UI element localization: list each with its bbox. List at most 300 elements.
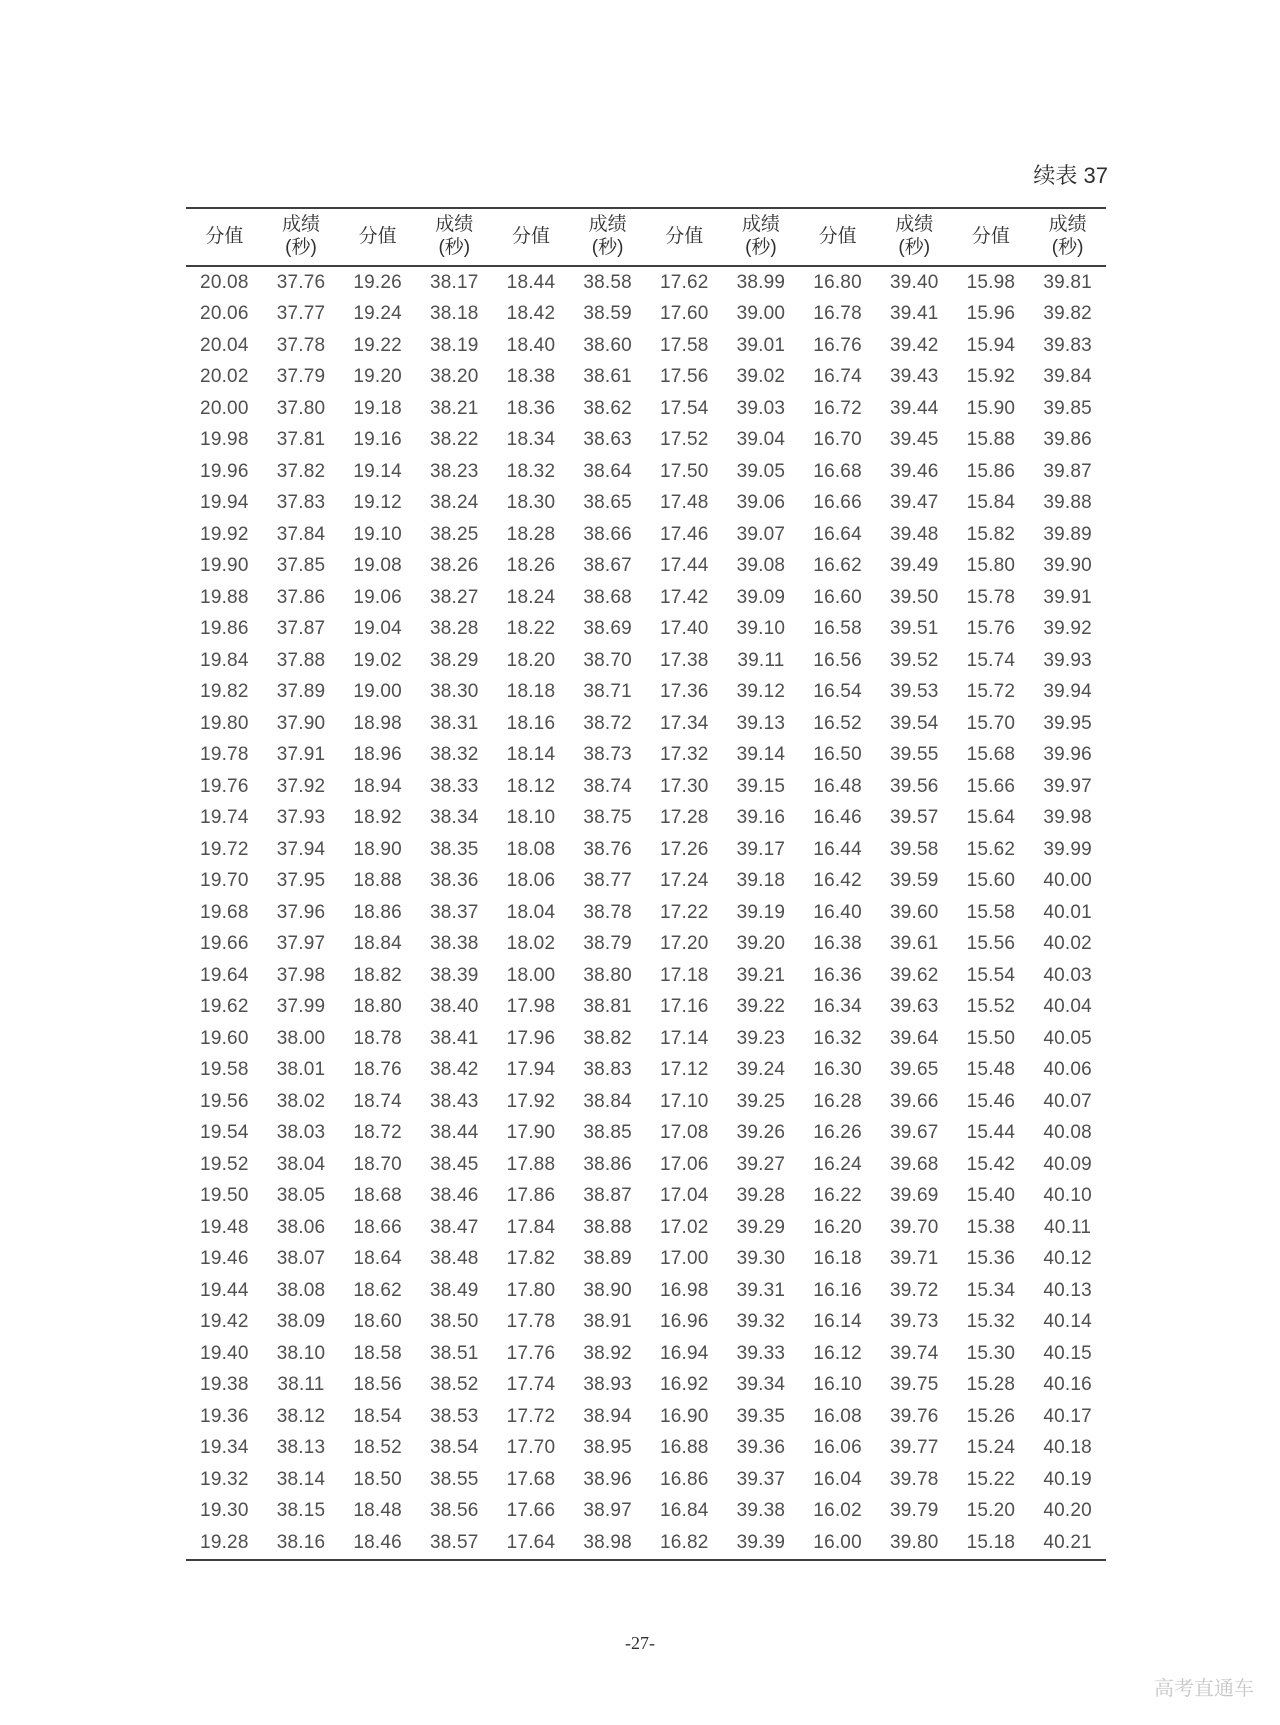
table-cell: 19.12 — [353, 492, 402, 514]
table-cell: 15.58 — [966, 901, 1016, 923]
table-cell: 39.45 — [889, 429, 939, 451]
table-cell: 38.91 — [583, 1311, 632, 1333]
table-cell: 15.50 — [966, 1027, 1016, 1049]
header-label-line1: 分值 — [818, 225, 857, 247]
table-cell: 39.84 — [1043, 366, 1092, 388]
table-cell: 37.91 — [276, 744, 326, 766]
table-cell: 38.36 — [430, 870, 479, 892]
table-cell: 39.07 — [736, 523, 786, 545]
table-cell: 18.60 — [353, 1311, 402, 1333]
table-cell: 17.44 — [659, 555, 709, 577]
table-cell: 17.84 — [506, 1216, 556, 1238]
table-cell: 39.50 — [889, 586, 939, 608]
table-cell: 39.61 — [889, 933, 939, 955]
table-cell: 18.98 — [353, 712, 402, 734]
table-cell: 39.22 — [736, 996, 786, 1018]
table-cell: 15.92 — [966, 366, 1016, 388]
table-cell: 16.94 — [659, 1342, 709, 1364]
table-cell: 16.82 — [659, 1531, 709, 1553]
header-cell-seconds — [876, 208, 953, 266]
table-cell: 38.26 — [430, 555, 479, 577]
table-cell: 18.86 — [353, 901, 402, 923]
table-cell: 17.00 — [659, 1248, 709, 1270]
table-cell: 16.40 — [813, 901, 862, 923]
table-cell: 38.54 — [430, 1437, 479, 1459]
table-cell: 19.14 — [353, 460, 402, 482]
table-cell: 15.84 — [966, 492, 1016, 514]
table-cell: 40.05 — [1043, 1027, 1092, 1049]
table-cell: 38.58 — [583, 271, 632, 293]
header-label-line1: 分值 — [205, 225, 244, 247]
table-cell: 39.96 — [1043, 744, 1092, 766]
table-cell: 40.13 — [1043, 1279, 1092, 1301]
table-cell: 17.10 — [659, 1090, 709, 1112]
table-row — [186, 425, 1106, 457]
table-cell: 17.02 — [659, 1216, 709, 1238]
table-cell: 17.30 — [659, 775, 709, 797]
table-cell: 15.52 — [966, 996, 1016, 1018]
table-cell: 18.84 — [353, 933, 402, 955]
table-cell: 40.07 — [1043, 1090, 1092, 1112]
table-cell: 39.74 — [889, 1342, 939, 1364]
table-cell: 38.66 — [583, 523, 632, 545]
table-cell: 16.04 — [813, 1468, 862, 1490]
table-cell: 40.06 — [1043, 1059, 1092, 1081]
table-row — [186, 1275, 1106, 1307]
table-cell: 17.94 — [506, 1059, 556, 1081]
table-cell: 15.88 — [966, 429, 1016, 451]
table-cell: 39.75 — [889, 1374, 939, 1396]
table-cell: 18.14 — [506, 744, 556, 766]
table-cell: 39.48 — [889, 523, 939, 545]
table-cell: 38.75 — [583, 807, 632, 829]
table-cell: 38.37 — [430, 901, 479, 923]
table-cell: 17.62 — [659, 271, 709, 293]
table-cell: 19.74 — [200, 807, 249, 829]
table-cell: 39.41 — [889, 303, 939, 325]
table-cell: 17.96 — [506, 1027, 556, 1049]
table-cell: 18.44 — [506, 271, 556, 293]
table-cell: 19.84 — [200, 649, 249, 671]
table-cell: 17.38 — [659, 649, 709, 671]
table-cell: 38.89 — [583, 1248, 632, 1270]
table-cell: 39.93 — [1043, 649, 1092, 671]
table-cell: 17.56 — [659, 366, 709, 388]
table-row — [186, 960, 1106, 992]
table-cell: 16.64 — [813, 523, 862, 545]
table-cell: 38.20 — [430, 366, 479, 388]
table-cell: 17.48 — [659, 492, 709, 514]
table-cell: 16.74 — [813, 366, 862, 388]
table-cell: 37.76 — [276, 271, 326, 293]
table-cell: 38.87 — [583, 1185, 632, 1207]
table-cell: 38.76 — [583, 838, 632, 860]
table-cell: 16.48 — [813, 775, 862, 797]
header-label-line1: 成绩 — [895, 214, 934, 236]
table-row — [186, 803, 1106, 835]
table-cell: 39.04 — [736, 429, 786, 451]
header-cell-seconds — [263, 208, 340, 266]
table-cell: 18.42 — [506, 303, 556, 325]
table-cell: 39.16 — [736, 807, 786, 829]
table-cell: 17.36 — [659, 681, 709, 703]
header-label-line2: (秒) — [1051, 237, 1084, 258]
table-cell: 15.18 — [966, 1531, 1016, 1553]
table-cell: 38.51 — [430, 1342, 479, 1364]
header-label-line1: 成绩 — [281, 214, 320, 236]
table-cell: 19.62 — [200, 996, 249, 1018]
table-cell: 19.72 — [200, 838, 249, 860]
table-cell: 17.90 — [506, 1122, 556, 1144]
header-label-line1: 分值 — [971, 225, 1010, 247]
table-cell: 39.08 — [736, 555, 786, 577]
header-label-line2: (秒) — [438, 237, 471, 258]
table-cell: 15.28 — [966, 1374, 1016, 1396]
table-cell: 37.98 — [276, 964, 326, 986]
table-cell: 38.78 — [583, 901, 632, 923]
table-cell: 39.83 — [1043, 334, 1092, 356]
table-cell: 16.14 — [813, 1311, 862, 1333]
table-cell: 37.99 — [276, 996, 326, 1018]
table-cell: 15.78 — [966, 586, 1016, 608]
table-cell: 19.16 — [353, 429, 402, 451]
table-cell: 38.17 — [430, 271, 479, 293]
table-cell: 40.17 — [1043, 1405, 1092, 1427]
table-cell: 18.32 — [506, 460, 556, 482]
table-cell: 38.25 — [430, 523, 479, 545]
table-cell: 15.86 — [966, 460, 1016, 482]
table-cell: 19.90 — [200, 555, 249, 577]
table-cell: 18.24 — [506, 586, 556, 608]
table-cell: 39.51 — [889, 618, 939, 640]
header-label-line1: 成绩 — [588, 214, 627, 236]
table-row — [186, 362, 1106, 394]
table-cell: 19.24 — [353, 303, 402, 325]
table-cell: 38.31 — [430, 712, 479, 734]
table-cell: 16.10 — [813, 1374, 862, 1396]
table-row — [186, 299, 1106, 331]
header-label-line1: 成绩 — [741, 214, 780, 236]
table-cell: 38.71 — [583, 681, 632, 703]
table-cell: 15.38 — [966, 1216, 1016, 1238]
table-cell: 19.32 — [200, 1468, 249, 1490]
table-cell: 38.52 — [430, 1374, 479, 1396]
table-cell: 38.28 — [430, 618, 479, 640]
table-cell: 18.20 — [506, 649, 556, 671]
table-cell: 38.19 — [430, 334, 479, 356]
table-cell: 19.42 — [200, 1311, 249, 1333]
table-cell: 16.08 — [813, 1405, 862, 1427]
table-cell: 38.30 — [430, 681, 479, 703]
table-cell: 37.89 — [276, 681, 326, 703]
table-cell: 39.28 — [736, 1185, 786, 1207]
header-cell-seconds — [416, 208, 493, 266]
table-cell: 38.80 — [583, 964, 632, 986]
table-cell: 19.76 — [200, 775, 249, 797]
table-cell: 18.28 — [506, 523, 556, 545]
table-cell: 39.15 — [736, 775, 786, 797]
table-cell: 39.80 — [889, 1531, 939, 1553]
table-row — [186, 1149, 1106, 1181]
table-cell: 38.38 — [430, 933, 479, 955]
table-cell: 39.05 — [736, 460, 786, 482]
table-row — [186, 834, 1106, 866]
table-cell: 39.64 — [889, 1027, 939, 1049]
table-cell: 39.18 — [736, 870, 786, 892]
table-row — [186, 1464, 1106, 1496]
table-cell: 19.64 — [200, 964, 249, 986]
header-label-line1: 成绩 — [1048, 214, 1087, 236]
table-cell: 38.11 — [277, 1374, 325, 1396]
table-cell: 18.78 — [353, 1027, 402, 1049]
table-cell: 16.24 — [813, 1153, 862, 1175]
table-cell: 38.03 — [276, 1122, 326, 1144]
table-cell: 38.70 — [583, 649, 632, 671]
table-cell: 38.64 — [583, 460, 632, 482]
table-row — [186, 740, 1106, 772]
table-cell: 16.38 — [813, 933, 862, 955]
table-cell: 19.86 — [200, 618, 249, 640]
table-cell: 38.02 — [276, 1090, 326, 1112]
table-cell: 16.42 — [813, 870, 862, 892]
table-cell: 38.77 — [583, 870, 632, 892]
header-label-line1: 分值 — [511, 225, 550, 247]
table-cell: 17.66 — [506, 1500, 556, 1522]
table-cell: 19.58 — [200, 1059, 249, 1081]
table-row — [186, 1181, 1106, 1213]
table-cell: 15.48 — [966, 1059, 1016, 1081]
table-cell: 38.85 — [583, 1122, 632, 1144]
table-cell: 17.46 — [659, 523, 709, 545]
table-cell: 38.73 — [583, 744, 632, 766]
table-cell: 20.06 — [200, 303, 249, 325]
table-cell: 16.76 — [813, 334, 862, 356]
page-number: -27- — [625, 1633, 655, 1653]
table-row — [186, 456, 1106, 488]
table-cell: 16.20 — [813, 1216, 862, 1238]
table-cell: 38.53 — [430, 1405, 479, 1427]
table-cell: 18.88 — [353, 870, 402, 892]
table-cell: 39.59 — [889, 870, 939, 892]
table-cell: 39.88 — [1043, 492, 1092, 514]
table-cell: 38.86 — [583, 1153, 632, 1175]
table-cell: 37.77 — [276, 303, 326, 325]
table-cell: 17.64 — [506, 1531, 556, 1553]
table-cell: 15.70 — [966, 712, 1016, 734]
table-cell: 39.68 — [889, 1153, 939, 1175]
table-cell: 18.90 — [353, 838, 402, 860]
table-cell: 20.08 — [200, 271, 249, 293]
table-cell: 17.88 — [506, 1153, 556, 1175]
table-cell: 38.88 — [583, 1216, 632, 1238]
table-cell: 19.28 — [200, 1531, 249, 1553]
table-cell: 39.13 — [736, 712, 786, 734]
table-cell: 40.12 — [1043, 1248, 1092, 1270]
table-cell: 38.82 — [583, 1027, 632, 1049]
table-cell: 39.11 — [737, 649, 785, 671]
table-cell: 15.98 — [966, 271, 1016, 293]
table-cell: 39.81 — [1043, 271, 1092, 293]
table-cell: 39.02 — [736, 366, 786, 388]
table-cell: 38.96 — [583, 1468, 632, 1490]
table-cell: 18.48 — [353, 1500, 402, 1522]
table-cell: 19.02 — [353, 649, 402, 671]
table-cell: 18.56 — [353, 1374, 402, 1396]
table-cell: 38.67 — [583, 555, 632, 577]
table-cell: 38.99 — [736, 271, 786, 293]
table-cell: 15.60 — [966, 870, 1016, 892]
table-cell: 38.01 — [276, 1059, 326, 1081]
table-cell: 38.12 — [276, 1405, 326, 1427]
table-cell: 16.02 — [813, 1500, 862, 1522]
table-cell: 15.40 — [966, 1185, 1016, 1207]
table-cell: 38.46 — [430, 1185, 479, 1207]
table-cell: 38.10 — [276, 1342, 326, 1364]
table-cell: 37.84 — [276, 523, 326, 545]
table-cell: 39.40 — [889, 271, 939, 293]
table-cell: 38.63 — [583, 429, 632, 451]
table-cell: 39.17 — [736, 838, 786, 860]
table-cell: 39.66 — [889, 1090, 939, 1112]
table-cell: 18.76 — [353, 1059, 402, 1081]
table-cell: 15.34 — [966, 1279, 1016, 1301]
table-cell: 38.21 — [430, 397, 479, 419]
table-cell: 38.32 — [430, 744, 479, 766]
table-cell: 39.34 — [736, 1374, 786, 1396]
table-cell: 38.69 — [583, 618, 632, 640]
table-row — [186, 1307, 1106, 1339]
table-cell: 20.02 — [200, 366, 249, 388]
watermark-text: 高考直通车 — [1154, 1678, 1254, 1700]
table-cell: 18.54 — [353, 1405, 402, 1427]
table-cell: 39.23 — [736, 1027, 786, 1049]
table-cell: 39.49 — [889, 555, 939, 577]
table-cell: 39.24 — [736, 1059, 786, 1081]
table-cell: 40.08 — [1043, 1122, 1092, 1144]
header-row — [186, 208, 1106, 266]
table-cell: 19.20 — [353, 366, 402, 388]
table-cell: 15.44 — [966, 1122, 1016, 1144]
table-row — [186, 1496, 1106, 1528]
table-cell: 17.50 — [659, 460, 709, 482]
table-cell: 15.82 — [966, 523, 1016, 545]
table-cell: 19.94 — [200, 492, 249, 514]
table-cell: 16.12 — [813, 1342, 862, 1364]
table-row — [186, 393, 1106, 425]
table-cell: 19.56 — [200, 1090, 249, 1112]
table-cell: 38.61 — [583, 366, 632, 388]
table-cell: 19.52 — [200, 1153, 249, 1175]
header-cell-seconds — [569, 208, 646, 266]
table-cell: 18.10 — [506, 807, 556, 829]
table-cell: 18.58 — [353, 1342, 402, 1364]
table-cell: 15.64 — [966, 807, 1016, 829]
table-cell: 18.30 — [506, 492, 556, 514]
table-cell: 18.72 — [353, 1122, 402, 1144]
table-cell: 16.60 — [813, 586, 862, 608]
table-cell: 39.97 — [1043, 775, 1092, 797]
table-cell: 39.10 — [736, 618, 786, 640]
table-cell: 38.60 — [583, 334, 632, 356]
table-cell: 38.29 — [430, 649, 479, 671]
table-cell: 39.31 — [736, 1279, 786, 1301]
table-continuation-label: 续表 37 — [1033, 163, 1108, 188]
table-cell: 39.73 — [889, 1311, 939, 1333]
table-cell: 17.14 — [659, 1027, 709, 1049]
table-cell: 39.21 — [736, 964, 786, 986]
table-cell: 39.55 — [889, 744, 939, 766]
table-cell: 37.94 — [276, 838, 326, 860]
table-cell: 16.56 — [813, 649, 862, 671]
header-label-line1: 分值 — [358, 225, 397, 247]
table-cell: 37.87 — [276, 618, 326, 640]
table-cell: 16.06 — [813, 1437, 862, 1459]
table-cell: 38.24 — [430, 492, 479, 514]
table-cell: 40.09 — [1043, 1153, 1092, 1175]
table-cell: 18.38 — [506, 366, 556, 388]
table-cell: 39.89 — [1043, 523, 1092, 545]
table-cell: 38.14 — [276, 1468, 326, 1490]
table-cell: 38.42 — [430, 1059, 479, 1081]
table-cell: 19.46 — [200, 1248, 249, 1270]
table-cell: 38.23 — [430, 460, 479, 482]
table-cell: 17.12 — [659, 1059, 709, 1081]
table-cell: 16.36 — [813, 964, 862, 986]
table-cell: 38.62 — [583, 397, 632, 419]
table-cell: 15.90 — [966, 397, 1016, 419]
table-cell: 19.50 — [200, 1185, 249, 1207]
table-cell: 37.80 — [276, 397, 326, 419]
table-cell: 16.44 — [813, 838, 862, 860]
table-cell: 16.34 — [813, 996, 862, 1018]
table-cell: 39.62 — [889, 964, 939, 986]
header-cell-seconds — [1029, 208, 1106, 266]
table-cell: 19.34 — [200, 1437, 249, 1459]
table-cell: 39.63 — [889, 996, 939, 1018]
table-cell: 16.70 — [813, 429, 862, 451]
table-cell: 39.33 — [736, 1342, 786, 1364]
table-cell: 37.86 — [276, 586, 326, 608]
table-cell: 38.57 — [430, 1531, 479, 1553]
table-cell: 17.42 — [659, 586, 709, 608]
table-cell: 18.82 — [353, 964, 402, 986]
table-cell: 38.90 — [583, 1279, 632, 1301]
table-cell: 40.18 — [1043, 1437, 1092, 1459]
table-cell: 40.14 — [1043, 1311, 1092, 1333]
table-cell: 17.60 — [659, 303, 709, 325]
table-cell: 17.04 — [659, 1185, 709, 1207]
table-row — [186, 519, 1106, 551]
table-cell: 38.15 — [276, 1500, 326, 1522]
table-cell: 40.01 — [1043, 901, 1092, 923]
table-cell: 16.84 — [659, 1500, 709, 1522]
table-cell: 19.10 — [353, 523, 402, 545]
table-cell: 39.69 — [889, 1185, 939, 1207]
table-row — [186, 1212, 1106, 1244]
header-cell-score — [953, 208, 1030, 266]
table-row — [186, 551, 1106, 583]
table-cell: 16.80 — [813, 271, 862, 293]
table-row — [186, 645, 1106, 677]
table-row — [186, 1401, 1106, 1433]
table-cell: 40.21 — [1043, 1531, 1092, 1553]
table-cell: 16.92 — [659, 1374, 709, 1396]
table-cell: 18.18 — [506, 681, 556, 703]
table-cell: 40.10 — [1043, 1185, 1092, 1207]
table-row — [186, 1244, 1106, 1276]
table-cell: 40.19 — [1043, 1468, 1092, 1490]
table-cell: 37.83 — [276, 492, 326, 514]
